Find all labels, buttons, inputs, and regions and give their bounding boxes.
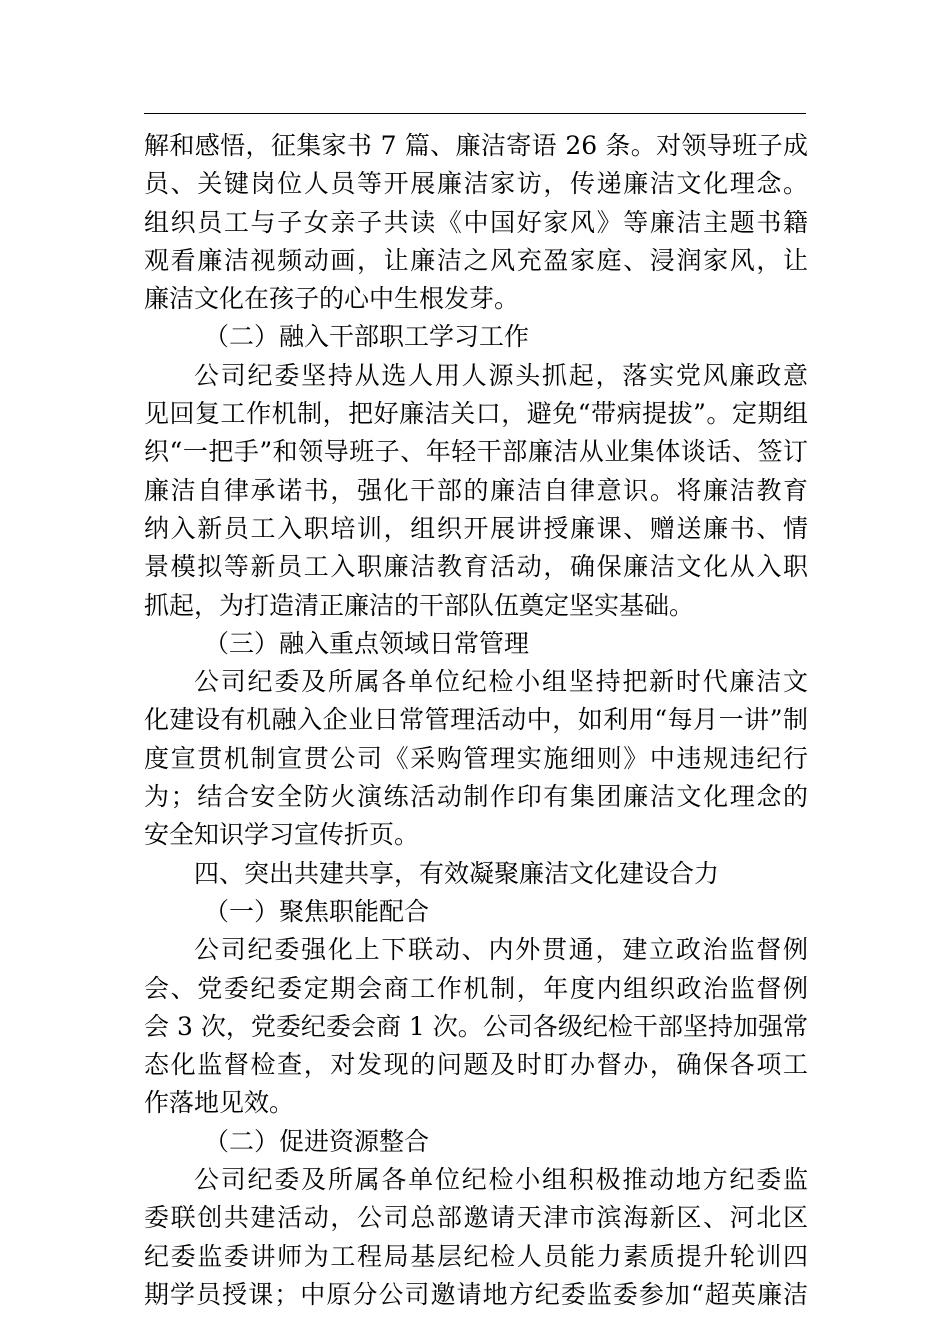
text-line: 组织员工与子女亲子共读《中国好家风》等廉洁主题书籍	[144, 207, 808, 237]
text-line: 化建设有机融入企业日常管理活动中，如利用“每月一讲”制	[144, 705, 808, 735]
text-line: 公司纪委及所属各单位纪检小组积极推动地方纪委监	[194, 1165, 808, 1195]
text-line: 公司纪委及所属各单位纪检小组坚持把新时代廉洁文	[194, 667, 808, 697]
section-heading: 四、突出共建共享，有效凝聚廉洁文化建设合力	[194, 858, 720, 888]
text-line: 作落地见效。	[144, 1088, 295, 1118]
text-line: 见回复工作机制，把好廉洁关口，避免“带病提拔”。定期组	[144, 399, 808, 429]
text-line: 会 3 次，党委纪委会商 1 次。公司各级纪检干部坚持加强常	[144, 1011, 808, 1041]
text-line: 观看廉洁视频动画，让廉洁之风充盈家庭、浸润家风，让	[144, 245, 808, 275]
document-body	[144, 127, 808, 1314]
section-heading: （二）促进资源整合	[204, 1126, 430, 1156]
header-rule	[144, 113, 806, 114]
text-line: 安全知识学习宣传折页。	[144, 820, 420, 850]
section-heading: （二）融入干部职工学习工作	[204, 322, 530, 352]
section-heading: （三）融入重点领域日常管理	[204, 628, 530, 658]
text-line: 廉洁文化在孩子的心中生根发芽。	[144, 284, 520, 314]
text-line: 会、党委纪委定期会商工作机制，年度内组织政治监督例	[144, 973, 808, 1003]
text-line: 纪委监委讲师为工程局基层纪检人员能力素质提升轮训四	[144, 1241, 808, 1271]
text-line: 为；结合安全防火演练活动制作印有集团廉洁文化理念的	[144, 782, 808, 812]
text-line: 度宣贯机制宣贯公司《采购管理实施细则》中违规违纪行	[144, 743, 808, 773]
text-line: 织“一把手”和领导班子、年轻干部廉洁从业集体谈话、签订	[144, 437, 808, 467]
text-line: 态化监督检查，对发现的问题及时盯办督办，确保各项工	[144, 1050, 808, 1080]
section-heading: （一）聚焦职能配合	[204, 896, 430, 926]
text-line: 委联创共建活动，公司总部邀请天津市滨海新区、河北区	[144, 1203, 808, 1233]
text-line: 廉洁自律承诺书，强化干部的廉洁自律意识。将廉洁教育	[144, 475, 808, 505]
text-line: 员、关键岗位人员等开展廉洁家访，传递廉洁文化理念。	[144, 169, 808, 199]
text-line: 抓起，为打造清正廉洁的干部队伍奠定坚实基础。	[144, 590, 695, 620]
text-line: 公司纪委强化上下联动、内外贯通，建立政治监督例	[194, 935, 808, 965]
text-line: 解和感悟，征集家书 7 篇、廉洁寄语 26 条。对领导班子成	[144, 131, 808, 160]
text-line: 期学员授课；中原分公司邀请地方纪委监委参加“超英廉洁	[144, 1279, 808, 1309]
text-line: 景模拟等新员工入职廉洁教育活动，确保廉洁文化从入职	[144, 552, 808, 582]
text-line: 公司纪委坚持从选人用人源头抓起，落实党风廉政意	[194, 360, 808, 390]
text-line: 纳入新员工入职培训，组织开展讲授廉课、赠送廉书、情	[144, 513, 808, 543]
